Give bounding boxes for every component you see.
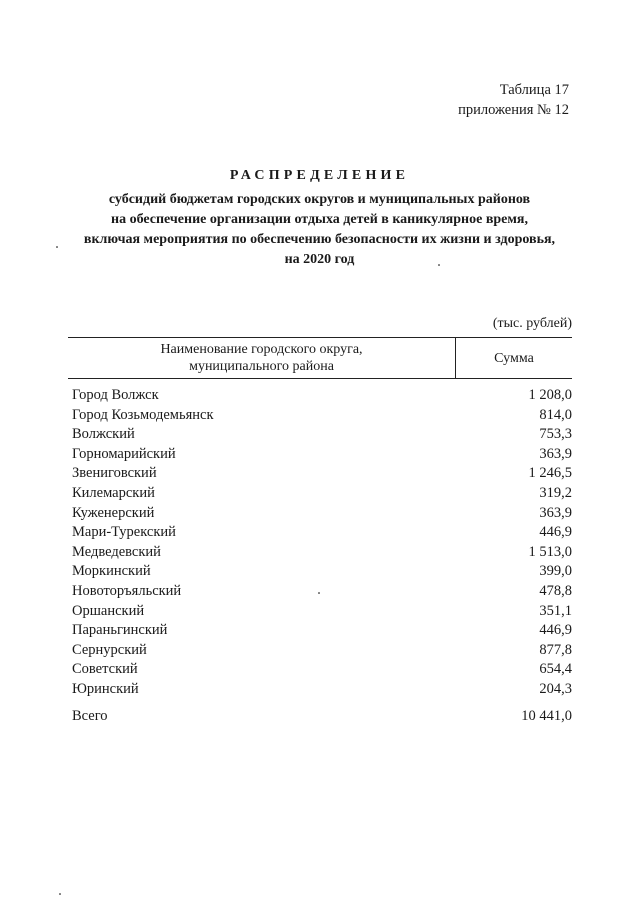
- header-name-line: Наименование городского округа,: [160, 342, 363, 357]
- total-label: Всего: [72, 708, 108, 724]
- row-name: Юринский: [72, 680, 139, 697]
- row-name: Советский: [72, 661, 138, 678]
- annex-appendix-number: приложения № 12: [458, 102, 569, 118]
- table-row: [72, 543, 572, 563]
- row-name: Параньгинский: [72, 622, 168, 639]
- table-row: [72, 660, 572, 680]
- table-row: [72, 484, 572, 504]
- row-sum: 654,4: [539, 661, 572, 678]
- table-row: [72, 582, 572, 602]
- row-sum: 1 208,0: [528, 387, 572, 403]
- row-name: Волжский: [72, 426, 135, 443]
- row-sum: 1 246,5: [528, 465, 572, 482]
- row-sum: 363,9: [539, 445, 572, 462]
- document-title: РАСПРЕДЕЛЕНИЕ: [229, 168, 410, 183]
- table-row: [72, 445, 572, 465]
- table-row: [72, 680, 572, 700]
- row-name: Медведевский: [72, 543, 161, 560]
- row-name: Моркинский: [72, 563, 151, 580]
- row-sum: 319,2: [539, 484, 572, 501]
- annex-table-number: Таблица 17: [499, 82, 569, 98]
- subtitle-line: включая мероприятия по обеспечению безопасности их жизни и здоровья,: [83, 232, 556, 247]
- row-name: Сернурский: [72, 641, 147, 658]
- row-name: Куженерский: [72, 504, 155, 521]
- row-name: Оршанский: [72, 602, 145, 619]
- table-body: [72, 386, 572, 700]
- row-sum: 351,1: [539, 602, 572, 619]
- row-sum: 753,3: [539, 426, 572, 443]
- subtitle-line: на 2020 год: [284, 252, 355, 267]
- units-note: (тыс. рублей): [492, 316, 572, 331]
- scan-speck: [56, 246, 58, 248]
- table-header: [68, 337, 572, 379]
- row-name: Новоторъяльский: [72, 582, 182, 599]
- row-name: Звениговский: [72, 465, 157, 482]
- row-sum: 446,9: [539, 524, 572, 541]
- row-sum: 877,8: [539, 641, 572, 658]
- row-sum: 363,9: [539, 504, 572, 521]
- total-sum: 10 441,0: [521, 708, 572, 724]
- row-name: Город Козьмодемьянск: [72, 406, 214, 423]
- row-sum: 399,0: [539, 563, 572, 580]
- table-row: [72, 386, 572, 406]
- row-name: Город Волжск: [72, 387, 159, 403]
- table-row: [72, 641, 572, 661]
- table-row: [72, 621, 572, 641]
- total-row: [72, 706, 572, 726]
- table-row: [72, 562, 572, 582]
- title-block: [0, 166, 639, 270]
- table-row: [72, 504, 572, 524]
- subtitle-line: субсидий бюджетам городских округов и муниципальных районов: [108, 192, 531, 207]
- row-sum: 814,0: [539, 406, 572, 423]
- row-name: Горномарийский: [72, 445, 176, 462]
- header-sum-cell: Сумма: [494, 351, 534, 366]
- row-sum: 204,3: [539, 680, 572, 697]
- header-name-line: муниципального района: [189, 359, 334, 374]
- row-sum: 1 513,0: [528, 543, 572, 560]
- table-row: [72, 602, 572, 622]
- row-sum: 446,9: [539, 622, 572, 639]
- row-name: Килемарский: [72, 484, 155, 501]
- scan-speck: [318, 592, 320, 594]
- table-row: [72, 523, 572, 543]
- annex-reference: [458, 80, 569, 120]
- header-name-cell: [68, 338, 456, 378]
- table-row: [72, 464, 572, 484]
- subtitle-line: на обеспечение организации отдыха детей в каникулярное время,: [111, 212, 528, 227]
- row-sum: 478,8: [539, 582, 572, 599]
- scan-speck: [438, 264, 440, 266]
- table-row: [72, 406, 572, 426]
- row-name: Мари-Турекский: [72, 524, 176, 541]
- scan-speck: [59, 893, 61, 895]
- table-row: [72, 425, 572, 445]
